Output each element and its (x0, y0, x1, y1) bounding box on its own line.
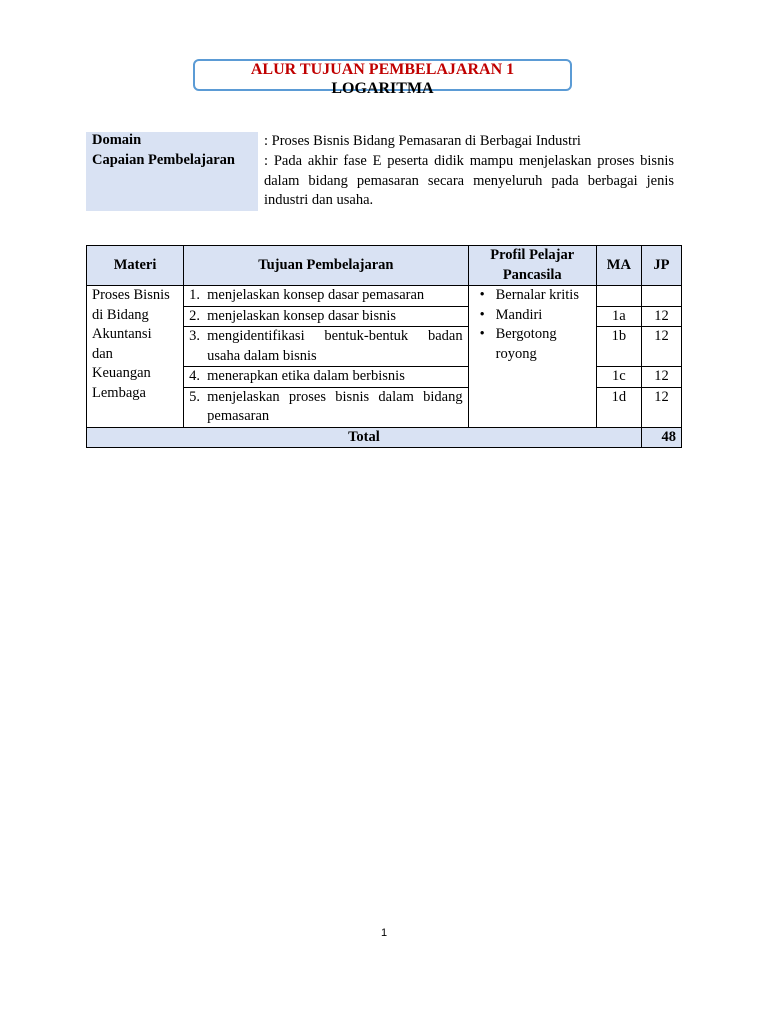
ma-cell: 1c (596, 367, 641, 388)
document-title: ALUR TUJUAN PEMBELAJARAN 1 (250, 61, 515, 78)
total-label: Total (87, 427, 642, 448)
tujuan-number: 1. (189, 287, 201, 303)
profil-text: Bergotong royong (495, 326, 557, 362)
tujuan-cell (184, 387, 468, 427)
profil-list (474, 286, 591, 364)
tujuan-text: menjelaskan proses bisnis dalam bidang pemasaran (207, 388, 463, 424)
materi-line: Keuangan (92, 365, 151, 381)
materi-line: dan (92, 345, 113, 362)
table-row (87, 286, 682, 307)
tujuan-number: 2. (189, 307, 201, 324)
materi-cell (87, 286, 184, 428)
list-item (479, 286, 591, 306)
capaian-value-text: : Pada akhir fase E peserta didik mampu menjelaskan proses bisnis dalam bidang pemasaran secara menyeluruh pada berbagai jenis industri dan usaha. (264, 153, 674, 208)
document-title-box (193, 59, 572, 97)
jp-cell: 12 (641, 327, 681, 367)
list-item (479, 325, 591, 364)
domain-label: Domain (92, 132, 142, 148)
profil-text: Bernalar kritis (495, 287, 579, 303)
jp-cell: 12 (641, 367, 681, 388)
capaian-value (264, 152, 674, 211)
domain-value (264, 132, 674, 152)
capaian-label: Capaian Pembelajaran (92, 152, 235, 168)
list-item (479, 306, 591, 326)
bullet-icon: • (479, 287, 485, 303)
header-ma: MA (596, 246, 641, 286)
page-number: 1 (380, 927, 388, 939)
tujuan-text: menjelaskan konsep dasar bisnis (207, 307, 397, 324)
domain-value-text: : Proses Bisnis Bidang Pemasaran di Berbagai Industri (264, 133, 581, 149)
materi-line: Proses Bisnis (92, 287, 170, 303)
bullet-icon: • (479, 306, 485, 323)
total-value: 48 (641, 427, 681, 448)
tujuan-cell (184, 327, 468, 367)
profil-text: Mandiri (495, 306, 543, 323)
total-row (87, 427, 682, 448)
profil-cell (468, 286, 596, 428)
table-header-row (87, 246, 682, 286)
header-profil: Profil Pelajar Pancasila (468, 246, 596, 286)
header-materi: Materi (87, 246, 184, 286)
materi-line: Lembaga (92, 384, 146, 401)
tujuan-text: menerapkan etika dalam berbisnis (207, 368, 405, 384)
tujuan-number: 4. (189, 368, 201, 384)
tujuan-cell (184, 367, 468, 388)
bullet-icon: • (479, 326, 485, 342)
document-subtitle: LOGARITMA (331, 80, 434, 97)
header-tujuan: Tujuan Pembelajaran (184, 246, 468, 286)
tujuan-number: 5. (189, 388, 201, 405)
materi-line: Akuntansi (92, 326, 152, 342)
jp-cell: 12 (641, 387, 681, 427)
meta-label-panel (86, 132, 258, 211)
header-jp: JP (641, 246, 681, 286)
ma-cell: 1a (596, 306, 641, 327)
tujuan-cell (184, 286, 468, 307)
jp-cell: 12 (641, 306, 681, 327)
ma-cell (596, 286, 641, 307)
ma-cell: 1b (596, 327, 641, 367)
tujuan-number: 3. (189, 328, 201, 344)
jp-cell (641, 286, 681, 307)
tujuan-wrap (189, 327, 462, 366)
tujuan-cell (184, 306, 468, 327)
tujuan-text: menjelaskan konsep dasar pemasaran (207, 287, 425, 303)
tujuan-text: mengidentifikasi bentuk-bentuk badan usaha dalam bisnis (207, 328, 463, 364)
ma-cell: 1d (596, 387, 641, 427)
materi-line: di Bidang (92, 306, 149, 323)
atp-table (86, 245, 682, 448)
tujuan-wrap (189, 388, 462, 427)
